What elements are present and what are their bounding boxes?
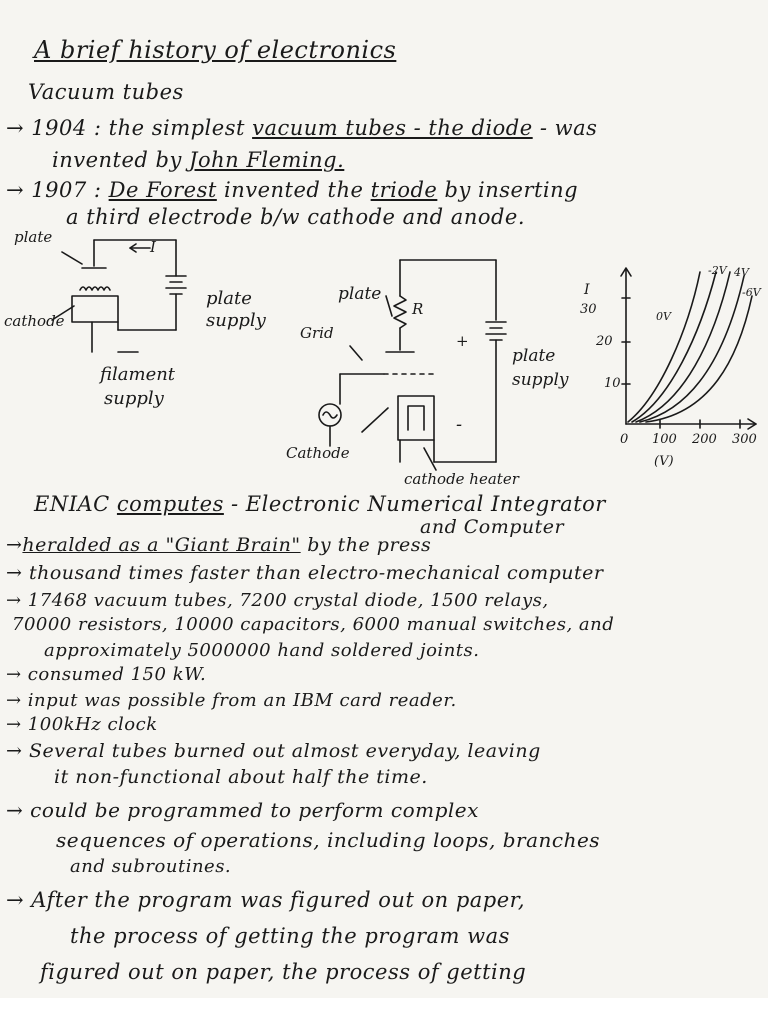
eniac-bullet-giant-brain — [6, 534, 431, 556]
text-segment: invented by — [52, 148, 190, 172]
label-cathode-heater: cathode heater — [404, 470, 519, 488]
graph-ytick-20: 20 — [596, 334, 613, 349]
note-line-electrode: a third electrode b/w cathode and anode. — [66, 205, 526, 229]
eniac-bullet-faster: → thousand times faster than electro-mechanical computer — [6, 562, 604, 584]
text-segment: → 1904 : the simplest — [6, 116, 253, 140]
eniac-bullet-program-1: → After the program was figured out on paper, — [6, 888, 526, 912]
text-segment: - was — [532, 116, 598, 140]
underlined-term: vacuum tubes - the diode — [252, 116, 533, 140]
eniac-bullet-program-3: figured out on paper, the process of getting — [40, 960, 527, 984]
curve-6v — [640, 276, 744, 422]
eniac-bullet-components-3: approximately 5000000 hand soldered joints. — [44, 640, 480, 661]
eniac-bullet-program-2: the process of getting the program was — [70, 924, 510, 948]
label-current: I — [150, 238, 156, 256]
eniac-bullet-programmed-1: → could be programmed to perform complex — [6, 798, 479, 822]
label-filament-1: filament — [100, 364, 176, 385]
label-filament-2: supply — [104, 388, 164, 409]
graph-xtick-0: 0 — [620, 432, 629, 447]
underlined-term: John Fleming. — [189, 148, 345, 172]
graph-xunit: (V) — [654, 454, 674, 469]
eniac-bullet-programmed-2: sequences of operations, including loops, branches — [56, 828, 601, 852]
eniac-bullet-input: → input was possible from an IBM card reader. — [6, 690, 457, 711]
graph-xtick-200: 200 — [692, 432, 717, 447]
page-title: A brief history of electronics — [34, 36, 397, 64]
curve-2v — [632, 272, 716, 422]
curve-label-0v: 0V — [656, 310, 671, 323]
eniac-heading — [34, 492, 606, 516]
eniac-bullet-programmed-3: and subroutines. — [70, 856, 232, 877]
text-segment: by the press — [300, 534, 432, 556]
graph-ylabel: I — [584, 282, 590, 298]
curve-label-6v: -6V — [742, 286, 761, 299]
graph-ytick-30: 30 — [580, 302, 597, 317]
eniac-heading-cont: and Computer — [420, 516, 565, 538]
label-triode-plate-supply-1: plate — [512, 346, 556, 366]
graph-xtick-300: 300 — [732, 432, 757, 447]
text-segment: invented the — [216, 178, 371, 202]
label-cathode: cathode — [4, 312, 65, 330]
text-segment: by inserting — [437, 178, 579, 202]
eniac-bullet-components-2: 70000 resistors, 10000 capacitors, 6000 manual switches, and — [12, 614, 615, 635]
section-heading-vacuum-tubes: Vacuum tubes — [28, 80, 184, 104]
eniac-bullet-tubes-2: it non-functional about half the time. — [54, 766, 428, 788]
text-segment: → — [6, 534, 23, 556]
eniac-bullet-power: → consumed 150 kW. — [6, 664, 207, 685]
underlined-term: triode — [370, 178, 438, 202]
eniac-bullet-tubes-1: → Several tubes burned out almost everyday, leaving — [6, 740, 541, 762]
curve-label-4v: 4V — [734, 266, 749, 279]
label-grid: Grid — [300, 324, 334, 342]
label-triode-cathode: Cathode — [286, 444, 350, 462]
label-minus: - — [456, 414, 463, 435]
label-plate: plate — [14, 228, 53, 246]
eniac-bullet-components-1: → 17468 vacuum tubes, 7200 crystal diode, 1500 relays, — [6, 590, 549, 611]
graph-ytick-10: 10 — [604, 376, 621, 391]
label-plate-supply-2: supply — [206, 310, 266, 331]
underlined-term: computes — [116, 492, 224, 516]
label-resistor: R — [412, 300, 424, 318]
page-bottom-edge — [0, 998, 768, 1024]
label-triode-plate: plate — [338, 284, 382, 304]
eniac-bullet-clock: → 100kHz clock — [6, 714, 158, 735]
label-triode-plate-supply-2: supply — [512, 370, 569, 390]
label-plate-supply-1: plate — [206, 288, 252, 309]
text-segment: → 1907 : — [6, 178, 109, 202]
graph-xtick-100: 100 — [652, 432, 677, 447]
label-plus: + — [456, 332, 469, 350]
text-segment: ENIAC — [34, 492, 117, 516]
underlined-term: heralded as a "Giant Brain" — [22, 534, 301, 556]
text-segment: - Electronic Numerical Integrator — [223, 492, 606, 516]
curve-label-2v: -2V — [708, 264, 727, 277]
underlined-term: De Forest — [108, 178, 217, 202]
